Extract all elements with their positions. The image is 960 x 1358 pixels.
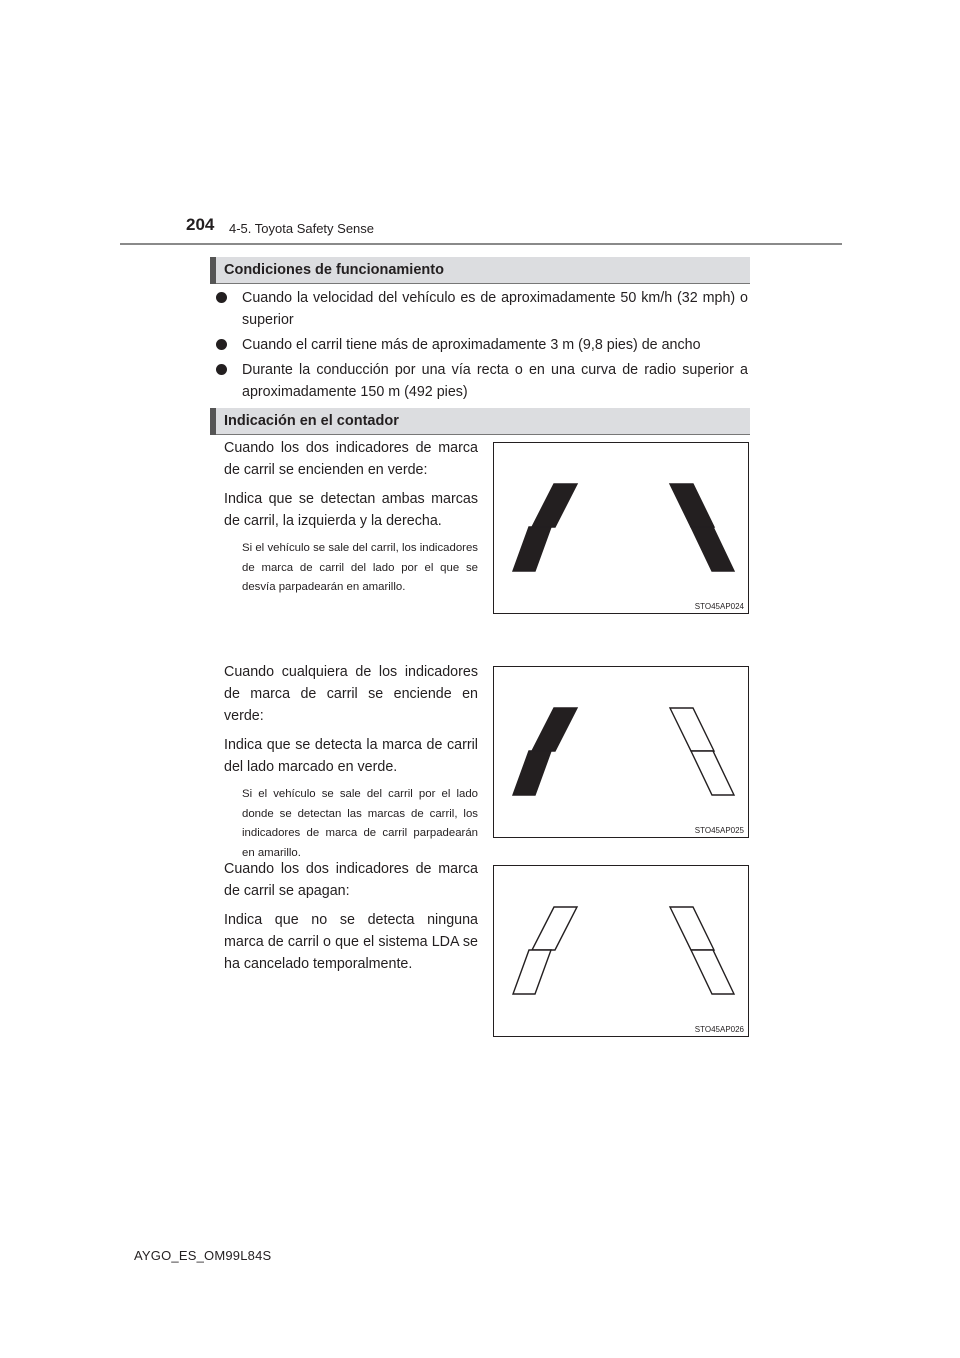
case-lead: Cuando los dos indicadores de marca de carril se apagan:: [224, 861, 478, 899]
case-lead: Cuando cualquiera de los indicadores de marca de carril se enciende en verde:: [224, 664, 478, 724]
conditions-heading-text: Condiciones de funcionamiento: [224, 262, 444, 278]
list-item: [212, 334, 748, 356]
left-lane-marker-upper: [532, 708, 577, 751]
lane-markers-illustration: [494, 866, 748, 1036]
indication-case-1: [224, 437, 478, 598]
case-meaning: Indica que se detectan ambas marcas de carril, la izquierda y la derecha.: [224, 491, 478, 529]
case-note: Si el vehículo se sale del carril, los indicadores de marca de carril del lado por el que se desvía parpadearán en amarillo.: [242, 542, 478, 593]
indication-case-3: [224, 858, 478, 982]
heading-marker: [210, 257, 216, 284]
list-item: [212, 359, 748, 403]
heading-marker: [210, 408, 216, 435]
list-item-text: Cuando el carril tiene más de aproximadamente 3 m (9,8 pies) de ancho: [242, 337, 701, 353]
lane-markers-illustration: [494, 667, 748, 837]
left-lane-marker-lower: [513, 751, 551, 795]
section-title: 4-5. Toyota Safety Sense: [229, 221, 375, 236]
list-item: [212, 287, 748, 331]
left-lane-marker-lower: [513, 950, 551, 994]
case-meaning: Indica que no se detecta ninguna marca de carril o que el sistema LDA se ha cancelado temporalmente.: [224, 912, 478, 972]
bullet-icon: [216, 364, 227, 375]
case-note: Si el vehículo se sale del carril por el lado donde se detectan las marcas de carril, los indicadores de marca de carril parpadearán en amarillo.: [242, 788, 478, 859]
left-lane-marker-upper: [532, 484, 577, 527]
list-item-text: Cuando la velocidad del vehículo es de aproximadamente 50 km/h (32 mph) o superior: [242, 290, 748, 328]
right-lane-marker-lower: [691, 527, 734, 571]
right-lane-marker-upper: [670, 708, 714, 751]
lane-indicator-figure-2: [493, 666, 749, 838]
bullet-icon: [216, 339, 227, 350]
left-lane-marker-upper: [532, 907, 577, 950]
bullet-icon: [216, 292, 227, 303]
indication-heading-text: Indicación en el contador: [224, 413, 399, 429]
lane-indicator-figure-3: [493, 865, 749, 1037]
conditions-list: [212, 287, 748, 406]
case-lead: Cuando los dos indicadores de marca de carril se encienden en verde:: [224, 440, 478, 478]
page-number: 204: [186, 215, 215, 234]
header-divider: [120, 243, 842, 245]
left-lane-marker-lower: [513, 527, 551, 571]
figure-code: STO45AP024: [694, 602, 744, 611]
case-meaning: Indica que se detecta la marca de carril del lado marcado en verde.: [224, 737, 478, 775]
conditions-heading: [210, 257, 750, 284]
lane-markers-illustration: [494, 443, 748, 613]
right-lane-marker-upper: [670, 907, 714, 950]
indication-heading: [210, 408, 750, 435]
indication-case-2: [224, 661, 478, 863]
document-code: AYGO_ES_OM99L84S: [134, 1248, 272, 1263]
right-lane-marker-lower: [691, 751, 734, 795]
figure-code: STO45AP026: [694, 1025, 744, 1034]
right-lane-marker-upper: [670, 484, 714, 527]
lane-indicator-figure-1: [493, 442, 749, 614]
figure-code: STO45AP025: [694, 826, 744, 835]
list-item-text: Durante la conducción por una vía recta o en una curva de radio superior a aproximadamente 150 m (492 pies): [242, 362, 748, 400]
right-lane-marker-lower: [691, 950, 734, 994]
